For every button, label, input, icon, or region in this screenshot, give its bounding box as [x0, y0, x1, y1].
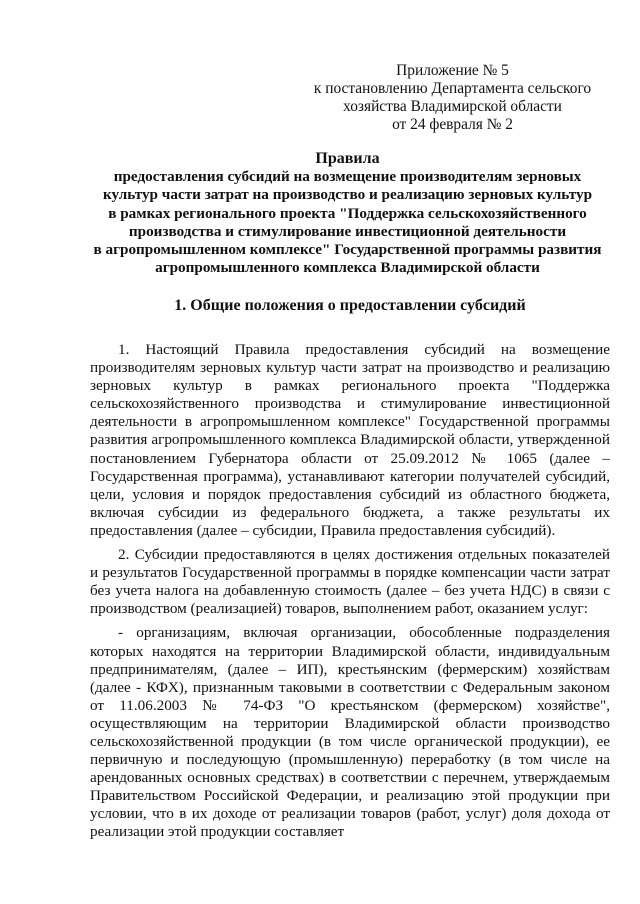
paragraph-2: 2. Субсидии предоставляются в целях достижения отдельных показателей и результатов Государственной программы в порядке компенсации части затрат без учета налога на добавленную стоимость (далее – без учета НДС) в связи с производством (реализацией) товаров, выполнением работ, оказанием услуг:	[90, 546, 610, 618]
title-heading: Правила	[315, 150, 380, 167]
title-line: производства и стимулирование инвестиционной деятельности	[128, 222, 567, 240]
appendix-resolution-line: к постановлению Департамента сельского	[313, 80, 592, 97]
title-line: культур части затрат на производство и реализацию зерновых культур	[102, 186, 593, 204]
section-heading: 1. Общие положения о предоставлении субсидий	[174, 297, 526, 314]
document-title	[80, 150, 615, 278]
paragraph-3: - организациям, включая организации, обособленные подразделения которых находятся на территории Владимирской области, индивидуальным предпринимателям, (далее – ИП), крестьянским (фермерским) хозяйствам (далее - КФХ), признанным таковыми в соответствии с Федеральным законом от 11.06.2003 № 74-ФЗ "О крестьянском (фермерском) хозяйстве", осуществляющим на территории Владимирской области производство сельскохозяйственной продукции (в том числе органической продукции), ее первичную и последующую (промышленную) переработку (в том числе на арендованных основных средствах) в соответствии с перечнем, утверждаемым Правительством Российской Федерации, и реализацию этой продукции при условии, что в их доходе от реализации товаров (работ, услуг) доля дохода от реализации этой продукции составляет	[90, 624, 610, 841]
title-line: в рамках регионального проекта "Поддержка сельскохозяйственного	[108, 204, 587, 222]
appendix-number: Приложение № 5	[396, 62, 509, 79]
paragraph-1: 1. Настоящий Правила предоставления субсидий на возмещение производителям зерновых культур части затрат на производство и реализацию зерновых культур в рамках регионального проекта "Поддержка сельскохозяйственного производства и стимулирование инвестиционной деятельности в агропромышленном комплексе" Государственной программы развития агропромышленного комплекса Владимирской области, утвержденной постановлением Губернатора области от 25.09.2012 № 1065 (далее – Государственная программа), устанавливают категории получателей субсидий, цели, условия и порядок предоставления субсидий из областного бюджета, включая субсидии из федерального бюджета, а также результаты их предоставления (далее – субсидии, Правила предоставления субсидий).	[90, 341, 610, 539]
title-subtitle	[80, 168, 615, 278]
title-line: предоставления субсидий на возмещение производителям зерновых	[113, 168, 582, 185]
title-line: агропромышленного комплекса Владимирской области	[155, 259, 540, 277]
appendix-department-line: хозяйства Владимирской области	[343, 98, 562, 115]
title-line: в агропромышленном комплексе" Государственной программы развития	[93, 241, 602, 259]
appendix-block	[300, 62, 605, 134]
document-body	[90, 341, 610, 842]
appendix-date-line: от 24 февраля № 2	[392, 116, 513, 133]
